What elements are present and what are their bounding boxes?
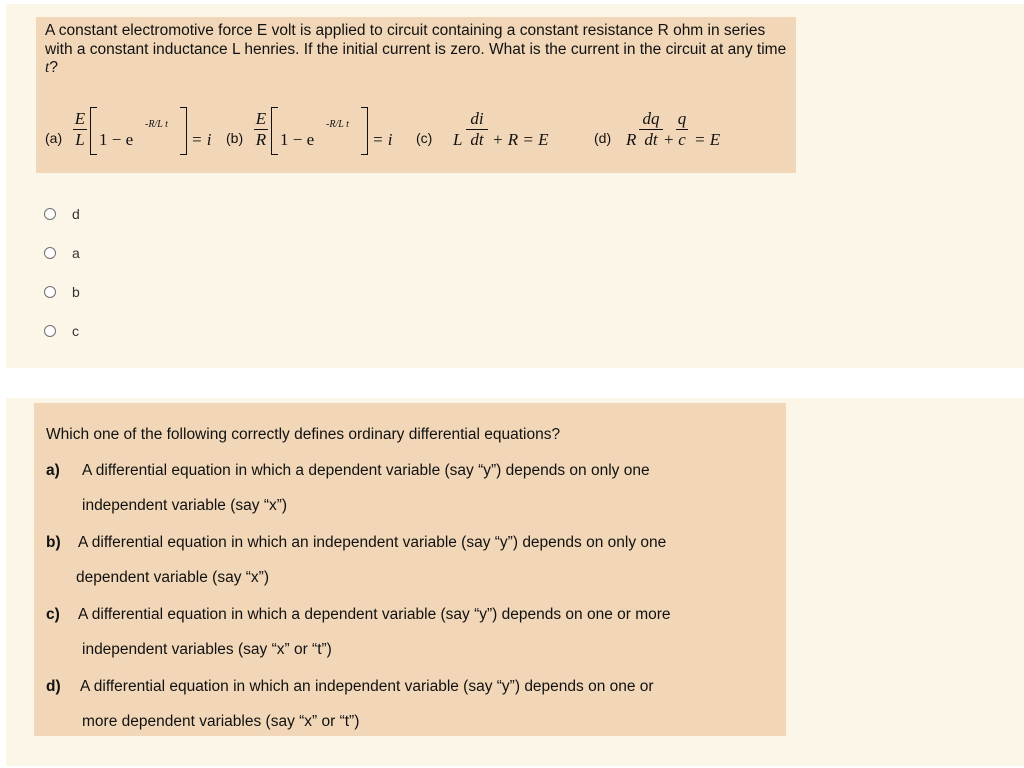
question-1-text bbox=[45, 22, 790, 78]
option-letter: a) bbox=[46, 462, 60, 479]
option-d-label: (d) bbox=[594, 130, 612, 146]
question-card-2 bbox=[6, 398, 1024, 766]
answer-option-b[interactable] bbox=[44, 282, 164, 302]
option-b-label: (b) bbox=[226, 130, 244, 146]
option-b-formula bbox=[226, 103, 411, 169]
answer-label: a bbox=[72, 245, 80, 261]
option-a-formula bbox=[45, 103, 225, 169]
option-c-formula bbox=[416, 103, 591, 169]
right-bracket bbox=[180, 107, 187, 155]
option-b-rhs: = i bbox=[372, 130, 393, 149]
option-text-line2: dependent variable (say “x”) bbox=[76, 569, 269, 586]
option-b-exponent: -R/L t bbox=[326, 119, 349, 130]
option-b-one-minus-e: 1 − e bbox=[280, 130, 315, 149]
answer-label: b bbox=[72, 284, 80, 300]
question-card-1 bbox=[6, 4, 1024, 368]
radio-button[interactable] bbox=[44, 247, 56, 259]
option-c-fraction: di dt bbox=[466, 110, 488, 149]
option-text-line2: more dependent variables (say “x” or “t”) bbox=[82, 713, 360, 730]
radio-button[interactable] bbox=[44, 286, 56, 298]
option-b-fraction: E R bbox=[255, 109, 267, 149]
option-text-line1: A differential equation in which a dependent variable (say “y”) depends on one or more bbox=[78, 606, 671, 623]
radio-button[interactable] bbox=[44, 325, 56, 337]
option-letter: d) bbox=[46, 678, 61, 695]
left-bracket bbox=[271, 107, 278, 155]
option-text-line2: independent variable (say “x”) bbox=[82, 497, 288, 514]
radio-button[interactable] bbox=[44, 208, 56, 220]
answer-option-d[interactable] bbox=[44, 204, 164, 224]
answer-option-a[interactable] bbox=[44, 243, 164, 263]
answer-label: c bbox=[72, 323, 79, 339]
question-1-qmark: ? bbox=[49, 59, 58, 76]
answer-option-c[interactable] bbox=[44, 321, 164, 341]
option-text-line2: independent variables (say “x” or “t”) bbox=[82, 641, 332, 658]
right-bracket bbox=[361, 107, 368, 155]
option-d-formula bbox=[594, 103, 794, 169]
option-text-line1: A differential equation in which an independent variable (say “y”) depends on only one bbox=[78, 534, 667, 551]
option-c-lead: L bbox=[453, 130, 463, 149]
option-text-line1: A differential equation in which an independent variable (say “y”) depends on one or bbox=[80, 678, 654, 695]
question-1-text-main: A constant electromotive force E volt is applied to circuit containing a constant resistance R ohm in series with a constant inductance L henries. If the initial current is zero. What is the current in the circuit at any time bbox=[45, 22, 787, 58]
option-a-fraction: E L bbox=[74, 109, 86, 149]
question-1-options bbox=[36, 103, 796, 169]
option-d-lead: R bbox=[626, 130, 637, 149]
option-text-line1: A differential equation in which a dependent variable (say “y”) depends on only one bbox=[82, 462, 650, 479]
option-letter: c) bbox=[46, 606, 60, 623]
question-1-time-var: t bbox=[45, 59, 50, 76]
option-d-plus: + bbox=[664, 130, 674, 149]
option-a-label: (a) bbox=[45, 130, 63, 146]
option-d-fraction-1: dq dt bbox=[639, 110, 663, 149]
question-image-2 bbox=[34, 403, 786, 736]
left-bracket bbox=[90, 107, 97, 155]
answer-label: d bbox=[72, 206, 80, 222]
option-c-rest: + R = E bbox=[492, 130, 549, 149]
question-2-title: Which one of the following correctly defines ordinary differential equations? bbox=[46, 426, 561, 443]
option-letter: b) bbox=[46, 534, 61, 551]
question-image-1 bbox=[36, 17, 796, 173]
option-a-rhs: = i bbox=[191, 130, 212, 149]
option-a-one-minus-e: 1 − e bbox=[99, 130, 134, 149]
option-a-exponent: -R/L t bbox=[145, 119, 168, 130]
option-d-fraction-2: q c bbox=[677, 109, 687, 149]
option-d-rest: = E bbox=[694, 130, 721, 149]
option-c-label: (c) bbox=[416, 130, 433, 146]
